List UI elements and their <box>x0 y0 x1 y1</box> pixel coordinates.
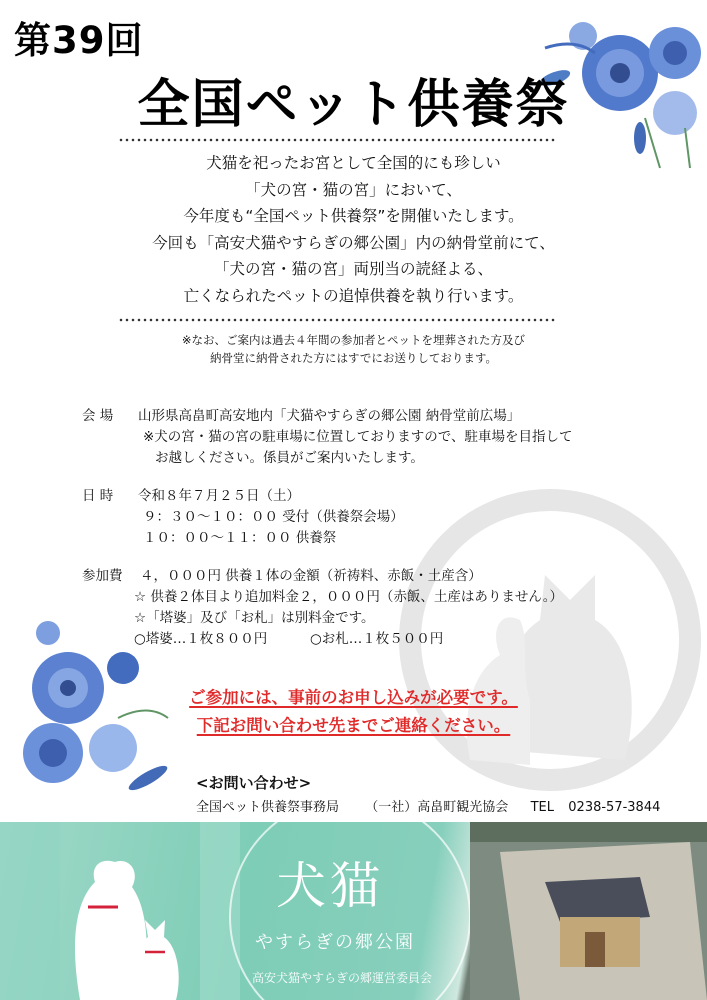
registration-notice-2: 下記お問い合わせ先までご連絡ください。 <box>196 716 511 735</box>
tel-label: TEL <box>530 800 554 815</box>
intro-line: 今回も「高安犬猫やすらぎの郷公園」内の納骨堂前にて、 <box>152 233 555 252</box>
fee-line-1: ４，０００円 供養１体の金額（祈祷料、赤飯・土産含） <box>140 568 482 584</box>
intro-line: 亡くなられたペットの追悼供養を執り行います。 <box>183 286 524 305</box>
fee-label: 参加費 <box>82 568 123 584</box>
park-logo-main: 犬猫 <box>276 857 384 915</box>
note-line: ※なお、ご案内は過去４年間の参加者とペットを埋葬された方及び <box>181 333 526 347</box>
ofuda-price: ○お札…１枚５００円 <box>310 631 444 647</box>
contact-info <box>196 796 660 815</box>
fee-line-2: ☆ 供養２体目より追加料金２，０００円（赤飯、土産はありません。） <box>134 589 563 605</box>
datetime-label: 日 時 <box>82 488 114 504</box>
venue-label: 会 場 <box>82 408 114 424</box>
dotted-divider-bottom <box>118 317 556 323</box>
edition-label: 第39回 <box>14 19 144 62</box>
intro-text <box>0 150 707 310</box>
intro-line: 「犬の宮・猫の宮」両別当の読経よる、 <box>213 260 493 279</box>
toba-price: ○塔婆…１枚８００円 <box>134 631 268 647</box>
intro-line: 今年度も“全国ペット供養祭”を開催いたします。 <box>183 207 524 226</box>
fee-line-3: ☆「塔婆」及び「お札」は別料金です。 <box>134 610 375 626</box>
note-line: 納骨堂に納骨された方にはすでにお送りしております。 <box>210 351 497 365</box>
intro-line: 「犬の宮・猫の宮」において、 <box>245 180 462 199</box>
park-banner <box>0 822 707 1000</box>
committee-name: 高安犬猫やすらぎの郷運営委員会 <box>252 971 433 985</box>
venue-note-2: お越しください。係員がご案内いたします。 <box>155 450 424 466</box>
tel-number: 0238-57-3844 <box>568 800 661 815</box>
registration-notice-1: ご参加には、事前のお申し込みが必要です。 <box>189 688 518 707</box>
reception-time: ９：３０～１０：００ 受付（供養祭会場） <box>143 509 404 525</box>
venue-note-1: ※犬の宮・猫の宮の駐車場に位置しておりますので、駐車場を目指して <box>143 429 573 445</box>
contact-heading: <お問い合わせ> <box>196 774 312 792</box>
contact-office: 全国ペット供養祭事務局 <box>196 800 340 815</box>
event-date: 令和８年７月２５日（土） <box>138 488 300 504</box>
mailing-note <box>0 331 707 367</box>
page-title: 全国ペット供養祭 <box>137 75 570 135</box>
park-logo-sub: やすらぎの郷公園 <box>255 932 415 953</box>
venue-place: 山形県高畠町高安地内「犬猫やすらぎの郷公園 納骨堂前広場」 <box>138 408 521 424</box>
intro-line: 犬猫を祀ったお宮として全国的にも珍しい <box>206 154 501 172</box>
dotted-divider-top <box>118 137 556 143</box>
contact-org: （一社）高畠町観光協会 <box>365 800 509 815</box>
ceremony-time: １０：００～１１：００ 供養祭 <box>143 530 337 546</box>
